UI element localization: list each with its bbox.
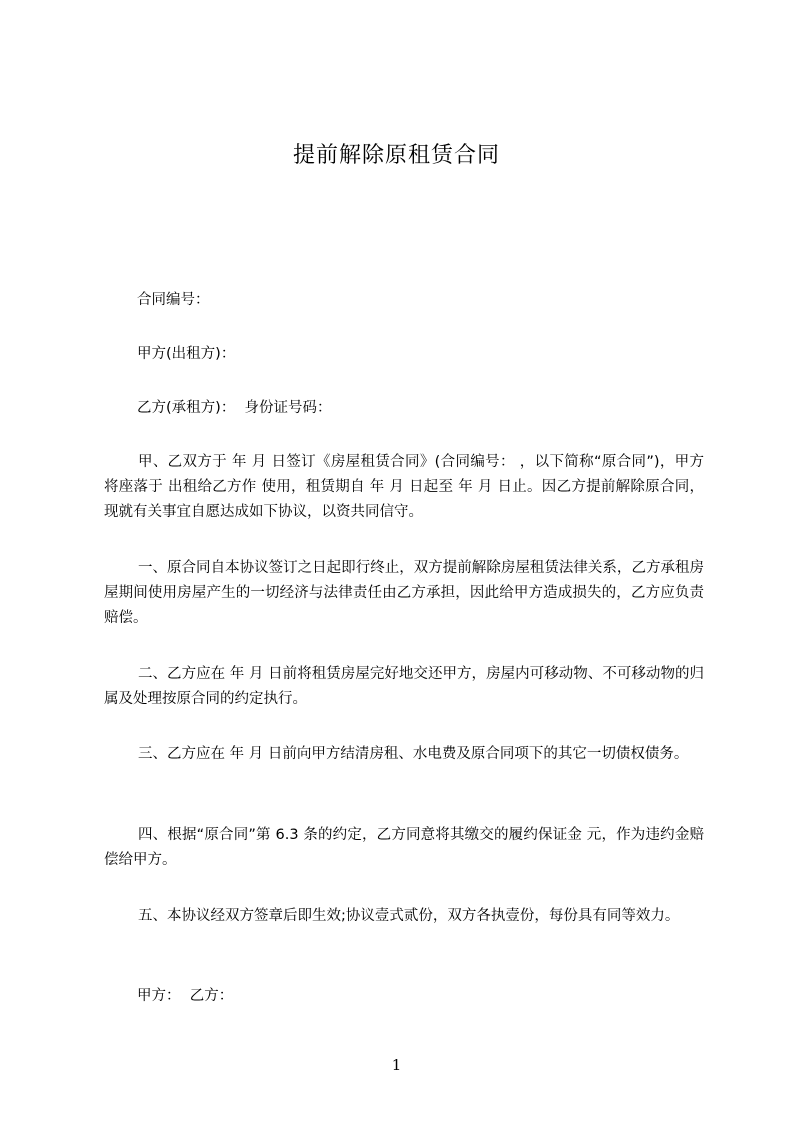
paragraph-clause-1: 一、原合同自本协议签订之日起即行终止，双方提前解除房屋租赁法律关系，乙方承租房屋期间使用房屋产生的一切经济与法律责任由乙方承担，因此给甲方造成损失的，乙方应负责赔偿。 <box>104 560 704 626</box>
signature-line: 甲方： 乙方： <box>137 988 234 1004</box>
document-title: 提前解除原租赁合同 <box>292 143 500 168</box>
party-a-field: 甲方(出租方)： <box>137 346 236 362</box>
page-number: 1 <box>391 1056 402 1074</box>
paragraph-clause-2: 二、乙方应在 年 月 日前将租赁房屋完好地交还甲方，房屋内可移动物、不可移动物的归属及处理按原合同的约定执行。 <box>104 666 704 707</box>
paragraph-clause-5: 五、本协议经双方签章后即生效;协议壹式贰份，双方各执壹份，每份具有同等效力。 <box>138 908 680 924</box>
paragraph-clause-4: 四、根据“原合同”第 6.3 条的约定，乙方同意将其缴交的履约保证金 元，作为违约金赔偿给甲方。 <box>104 827 704 868</box>
contract-number-field: 合同编号： <box>137 292 210 308</box>
paragraph-intro: 甲、乙双方于 年 月 日签订《房屋租赁合同》(合同编号： ，以下简称“原合同”)，甲方将座落于 出租给乙方作 使用，租赁期自 年 月 日起至 年 月 日止。因乙方提前解除原合同，现就有关事宜自愿达成如下协议，以资共同信守。 <box>104 454 704 520</box>
paragraph-clause-3: 三、乙方应在 年 月 日前向甲方结清房租、水电费及原合同项下的其它一切债权债务。 <box>138 746 689 762</box>
party-b-field: 乙方(承租方)： 身份证号码： <box>137 400 332 416</box>
